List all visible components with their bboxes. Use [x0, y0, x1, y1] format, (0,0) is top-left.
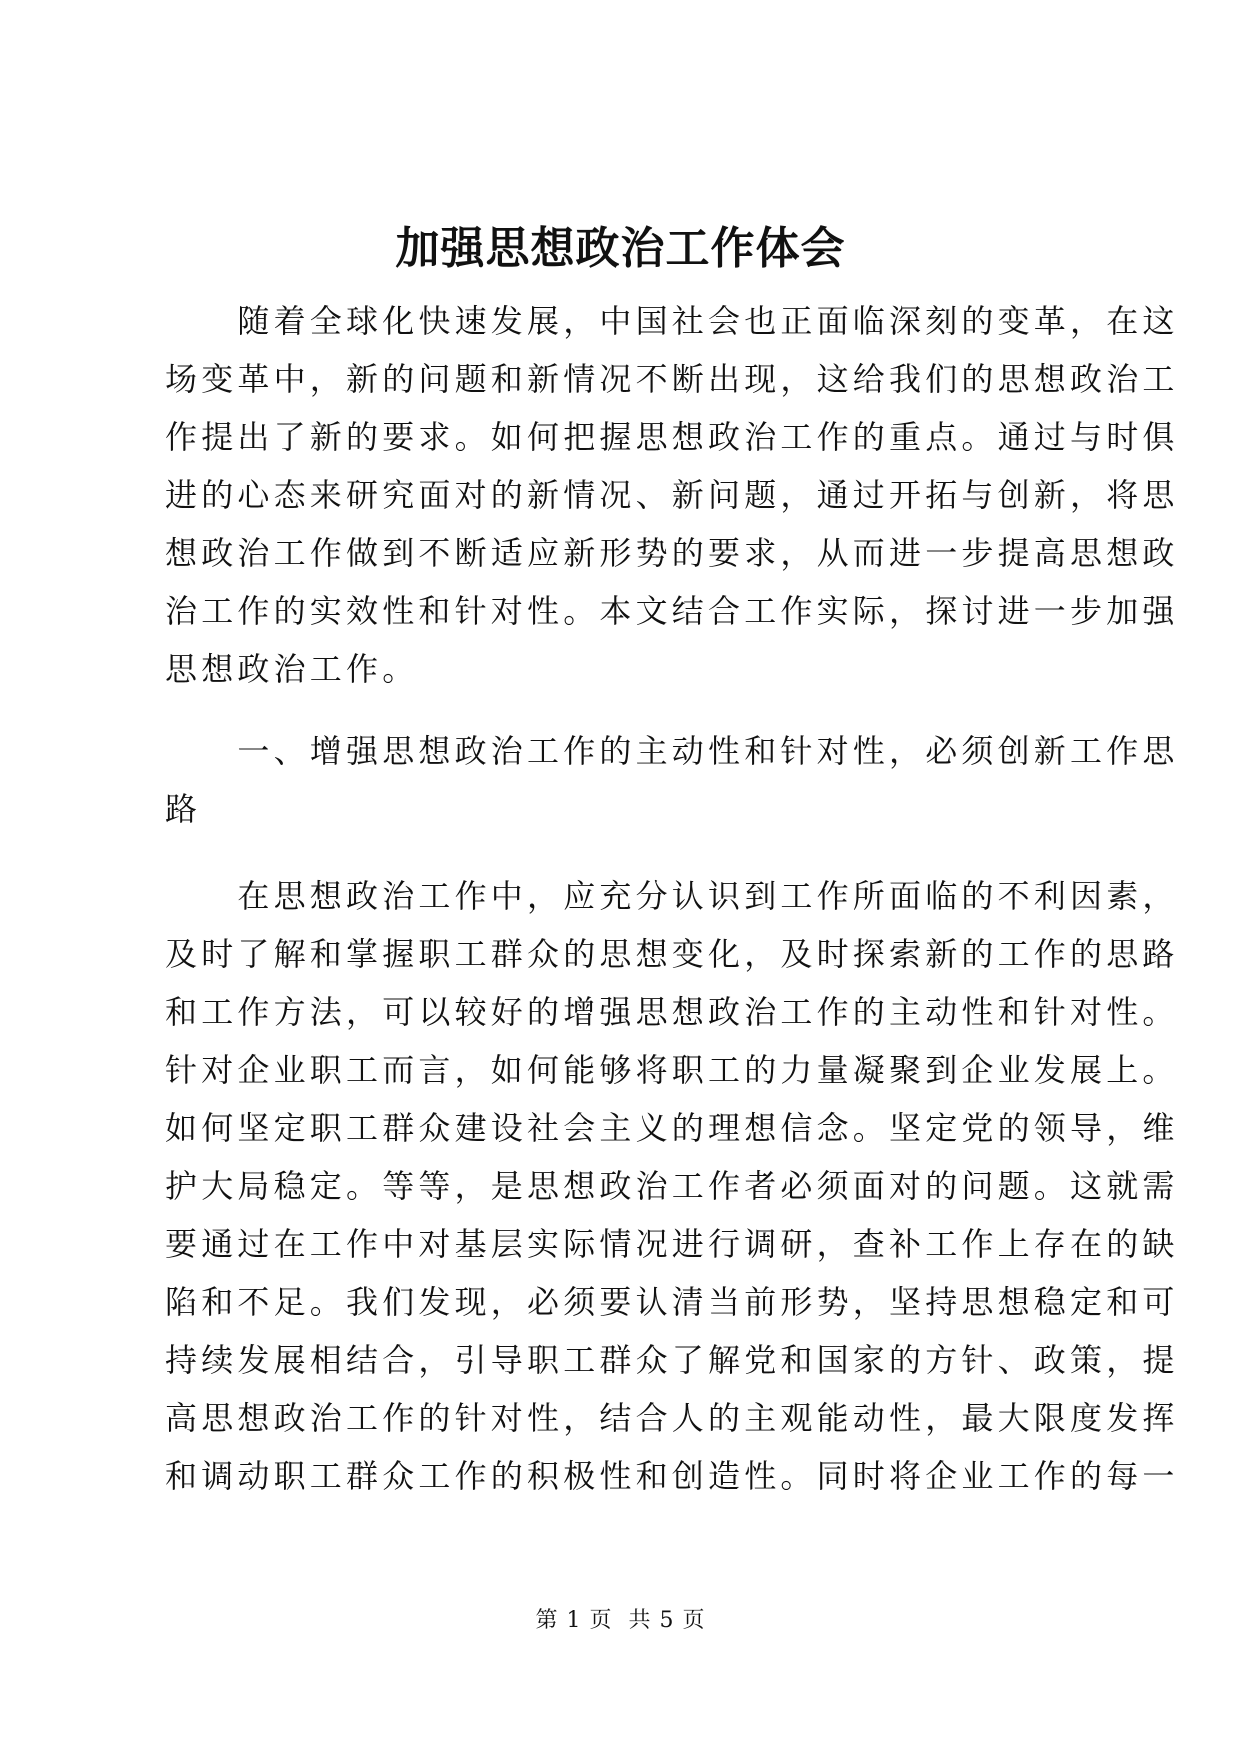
- section-paragraph: [165, 867, 1179, 1505]
- intro-paragraph: [165, 292, 1179, 698]
- document-title: 加强思想政治工作体会: [395, 223, 846, 274]
- section-heading: [165, 722, 1179, 838]
- paragraph-line: 进的心态来研究面对的新情况、新问题，通过开拓与创新，将思: [165, 476, 1179, 514]
- paragraph-line: 陷和不足。我们发现，必须要认清当前形势，坚持思想稳定和可: [165, 1283, 1179, 1321]
- paragraph-line: 随着全球化快速发展，中国社会也正面临深刻的变革，在这: [165, 302, 1179, 340]
- paragraph-line: 如何坚定职工群众建设社会主义的理想信念。坚定党的领导，维: [165, 1109, 1179, 1147]
- paragraph-line: 想政治工作做到不断适应新形势的要求，从而进一步提高思想政: [165, 534, 1179, 572]
- paragraph-line: 和调动职工群众工作的积极性和创造性。同时将企业工作的每一: [165, 1457, 1179, 1495]
- paragraph-line: 在思想政治工作中，应充分认识到工作所面临的不利因素，: [165, 877, 1179, 915]
- paragraph-line: 要通过在工作中对基层实际情况进行调研，查补工作上存在的缺: [165, 1225, 1179, 1263]
- paragraph-line: 治工作的实效性和针对性。本文结合工作实际，探讨进一步加强: [165, 592, 1179, 630]
- paragraph-line: 思想政治工作。: [165, 650, 419, 688]
- paragraph-line: 持续发展相结合，引导职工群众了解党和国家的方针、政策，提: [165, 1341, 1179, 1379]
- paragraph-line: 及时了解和掌握职工群众的思想变化，及时探索新的工作的思路: [165, 935, 1179, 973]
- page-number: 第 1 页 共 5 页: [535, 1608, 706, 1633]
- heading-line: 路: [165, 790, 202, 828]
- paragraph-line: 和工作方法，可以较好的增强思想政治工作的主动性和针对性。: [165, 993, 1179, 1031]
- paragraph-line: 针对企业职工而言，如何能够将职工的力量凝聚到企业发展上。: [165, 1051, 1179, 1089]
- paragraph-line: 场变革中，新的问题和新情况不断出现，这给我们的思想政治工: [165, 360, 1179, 398]
- paragraph-line: 护大局稳定。等等，是思想政治工作者必须面对的问题。这就需: [165, 1167, 1179, 1205]
- page-footer: [0, 1606, 1241, 1636]
- paragraph-line: 作提出了新的要求。如何把握思想政治工作的重点。通过与时俱: [165, 418, 1179, 456]
- paragraph-line: 高思想政治工作的针对性，结合人的主观能动性，最大限度发挥: [165, 1399, 1179, 1437]
- heading-line: 一、增强思想政治工作的主动性和针对性，必须创新工作思: [165, 732, 1179, 770]
